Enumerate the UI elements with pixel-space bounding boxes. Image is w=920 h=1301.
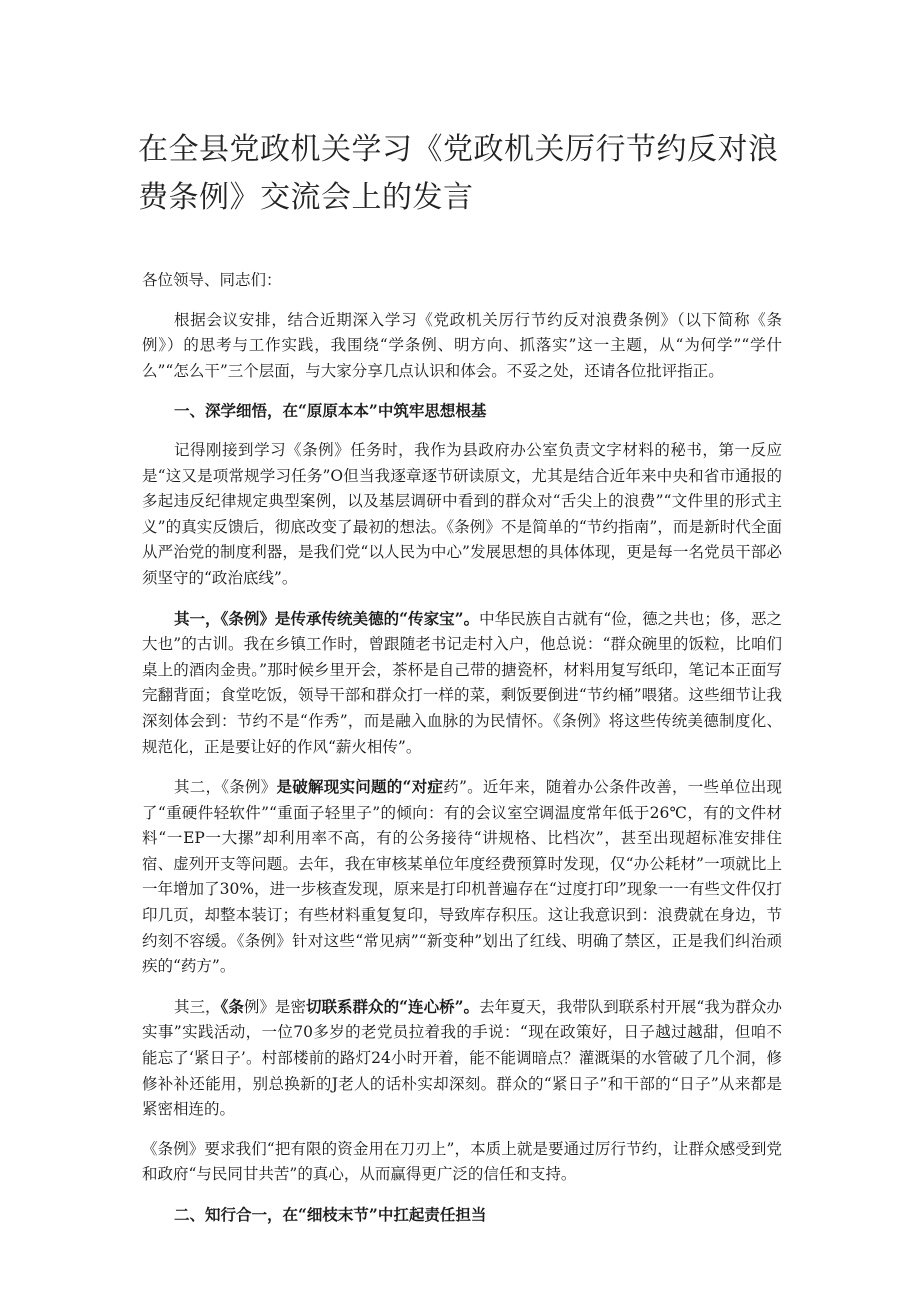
- section1-closing: 《条例》要求我们“把有限的资金用在刀刃上”，本质上就是要通过厉行节约，让群众感受到党和政府“与民同甘共苦”的真心，从而赢得更广泛的信任和支持。: [142, 1139, 782, 1184]
- intro-paragraph: 根据会议安排，结合近期深入学习《党政机关厉行节约反对浪费条例》（以下简称《条例》）的思考与工作实践，我围绕“学条例、明方向、抓落实”这一主题，从“为何学”“学什么”“怎么干”三个层面，与大家分享几点认识和体会。不妥之处，还请各位批评指正。: [142, 310, 782, 380]
- point3-lead-a: 其三，: [174, 997, 221, 1016]
- point3-lead-b: 《条: [220, 996, 244, 1016]
- point2-lead-a: 其二，《条例》: [174, 778, 277, 797]
- point3-lead-c: 例》: [243, 997, 275, 1016]
- point1-lead: 其一，《条例》是传承传统美德的“传家宝”。: [174, 608, 480, 628]
- point2-lead-b: 是破解现实问题的“对症: [276, 777, 444, 797]
- point1-body: 中华民族自古就有“俭，德之共也；侈，恶之大也”的古训。我在乡镇工作时，曾跟随老书记走村入户，他总说：“群众碗里的饭粒，比咱们桌上的酒肉金贵。”那时候乡里开会，茶杯是自己带的搪瓷杯，材料用复写纸印，笔记本正面写完翻背面；食堂吃饭，领导干部和群众打一样的菜，剩饭要倒进“节约桶”喂猪。这些细节让我深刻体会到：节约不是“作秀”，而是融入血脉的为民情怀。《条例》将这些传统美德制度化、规范化，正是要让好的作风“薪火相传”。: [142, 609, 782, 756]
- point2-lead-c: 药”。: [443, 778, 483, 797]
- point2-body: 近年来，随着办公条件改善，一些单位出现了“重硬件轻软件”“重面子轻里子”的倾向：有的会议室空调温度常年低于26℃，有的文件材料“一EP一大摞”却利用率不高，有的公务接待“讲规格、比档次”，甚至出现超标准安排住宿、虚列开支等问题。去年，我在审核某单位年度经费预算时发现，仅“办公耗材”一项就比上一年增加了30%，进一步核查发现，原来是打印机普遍存在“过度打印”现象一一有些文件仅打印几页，却整本装订；有些材料重复复印，导致库存积压。这让我意识到：浪费就在身边，节约刻不容缓。《条例》针对这些“常见病”“新变种”划出了红线、明确了禁区，正是我们纠治顽疾的“药方”。: [142, 778, 782, 976]
- document-title: 在全县党政机关学习《党政机关厉行节约反对浪费条例》交流会上的发言: [138, 132, 779, 215]
- point3-paragraph: [142, 994, 782, 1123]
- section1-paragraph: 记得刚接到学习《条例》任务时，我作为县政府办公室负责文字材料的秘书，第一反应是“这又是项常规学习任务”O但当我逐章逐节研读原文，尤其是结合近年来中央和省市通报的多起违反纪律规定典型案例，以及基层调研中看到的群众对“舌尖上的浪费”“文件里的形式主义”的真实反馈后，彻底改变了最初的想法。《条例》不是简单的“节约指南”，而是新时代全面从严治党的制度利器，是我们党“以人民为中心”发展思想的具体体现，更是每一名党员干部必须坚守的“政治底线”。: [142, 440, 782, 587]
- section1-heading: 一、深学细悟，在“原原本本”中筑牢思想根基: [174, 401, 487, 421]
- document-body: [142, 268, 782, 1242]
- greeting: 各位领导、同志们：: [142, 271, 282, 289]
- point3-body: 去年夏天，我带队到联系村开展“我为群众办实事”实践活动，一位70多岁的老党员拉着我的手说：“现在政策好，日子越过越甜，但咱不能忘了‘紧日子’。村部楼前的路灯24小时开着，能不能调暗点？灌溉渠的水管破了几个洞，修修补补还能用，别总换新的J老人的话朴实却深刻。群众的“紧日子”和干部的“日子”从来都是紧密相连的。: [142, 997, 782, 1119]
- point3-lead-d: 是密: [274, 997, 306, 1016]
- section2-heading: 二、知行合一，在“细枝末节”中扛起责任担当: [174, 1205, 487, 1224]
- point1-paragraph: [142, 606, 782, 761]
- point2-paragraph: [142, 774, 782, 980]
- point3-lead-e: 切联系群众的“连心桥”。: [305, 996, 480, 1016]
